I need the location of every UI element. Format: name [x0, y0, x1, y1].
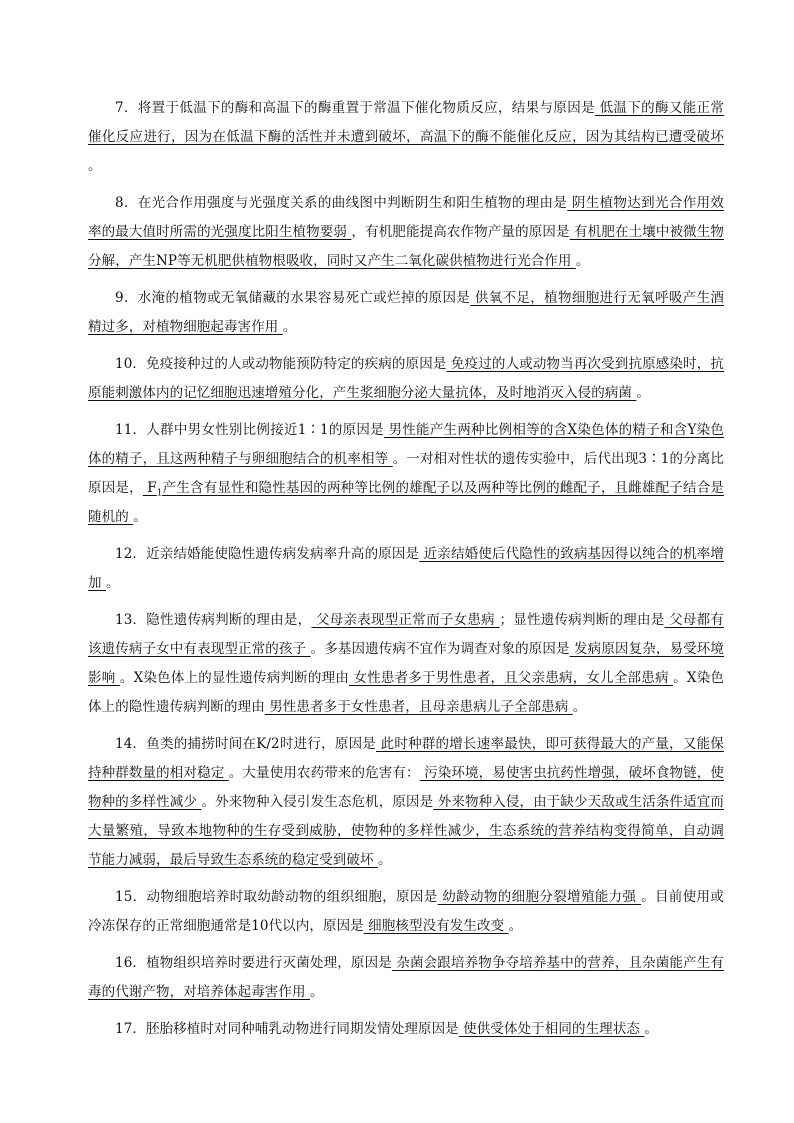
question-7 — [88, 94, 724, 181]
question-text: 12．近亲结婚能使隐性遗传病发病率升高的原因是 — [115, 546, 420, 562]
question-text: 13．隐性遗传病判断的理由是， — [115, 612, 312, 628]
answer-blank: 使供受体处于相同的生理状态 — [458, 1021, 645, 1037]
question-text: ，有机肥能提高农作物产量的原因是 — [351, 224, 570, 240]
question-text: 。 — [310, 984, 324, 1000]
question-text: 16．植物组织培养时要进行灭菌处理，原因是 — [115, 955, 392, 971]
answer-blank: 杂菌会跟培养物争夺培养基中的营养，且杂菌能产生有毒的代谢产物，对培养体起毒害作用 — [88, 955, 725, 1000]
question-text: 11．人群中男女性别比例接近1∶1的原因是 — [115, 422, 384, 438]
question-9 — [88, 284, 724, 342]
answer-blank: 女性患者多于男性患者，且父亲患病，女儿全部患病 — [348, 670, 674, 686]
answer-blank: 阴生植物达到光合作用效率的最大值时所需的光强度比阳生植物要弱 — [88, 195, 725, 240]
question-text: 。 — [378, 852, 392, 868]
answer-blank: 近亲结婚使后代隐性的致病基因得以纯合的机率增加 — [88, 546, 725, 591]
question-text: 。大量使用农药带来的危害有： — [228, 765, 420, 781]
answer-blank: 男性患者多于女性患者，且母亲患病儿子全部患病 — [264, 699, 573, 715]
answer-blank: 男性能产生两种比例相等的含X染色体的精子和含Y染色体的精子，且这两种精子与卵细胞结合的机率相等 — [88, 422, 724, 467]
question-text: 。 — [636, 385, 650, 401]
question-text: 。外来物种入侵引发生态危机，原因是 — [201, 794, 434, 810]
answer-blank: 免疫过的人或动物当再次受到抗原感染时，抗原能刺激体内的记忆细胞迅速增殖分化，产生浆细胞分泌大量抗体，及时地消灭入侵的病菌 — [88, 356, 724, 401]
question-text: 。 — [572, 699, 587, 715]
question-text: 。目前使用或冷冻保存的正常细胞通常是10代以内，原因是 — [88, 889, 724, 934]
answer-blank: 此时种群的增长速率最快，即可获得最大的产量，又能保持种群数量的相对稳定 — [88, 736, 724, 781]
question-16 — [88, 949, 724, 1007]
answer-blank: 细胞核型没有发生改变 — [363, 918, 509, 934]
question-8 — [88, 189, 724, 276]
answer-text: F — [142, 480, 157, 496]
question-text: 。X染色体上的显性遗传病判断的理由 — [119, 670, 349, 686]
answer-blank: 污染环境，易使害虫抗药性增强，破坏食物链，使物种的多样性减少 — [88, 765, 724, 810]
question-12 — [88, 540, 724, 598]
question-text: 。X染色体上的隐性遗传病判断的理由 — [88, 670, 724, 715]
question-text: 。多基因遗传病不宜作为调查对象的原因是 — [310, 641, 570, 657]
question-13 — [88, 606, 724, 722]
question-text: 。 — [282, 319, 297, 335]
question-text: 。 — [133, 509, 147, 525]
question-10 — [88, 350, 724, 408]
question-text: 14．鱼类的捕捞时间在K/2时进行，原因是 — [115, 736, 377, 752]
question-text: 。 — [575, 253, 590, 269]
question-text: 。 — [106, 575, 120, 591]
question-text: ；显性遗传病判断的理由是 — [499, 612, 665, 628]
subscript: 1 — [156, 488, 163, 499]
question-text: 8．在光合作用强度与光强度关系的曲线图中判断阴生和阳生植物的理由是 — [115, 195, 568, 211]
question-text: 10．免疫接种过的人或动物能预防特定的疾病的原因是 — [115, 356, 447, 372]
answer-blank — [88, 480, 724, 525]
question-15 — [88, 883, 724, 941]
answer-text: 产生含有显性和隐性基因的两种等比例的雄配子以及两种等比例的雌配子，且雌雄配子结合是随机的 — [88, 480, 724, 525]
question-text: 15．动物细胞培养时取幼龄动物的组织细胞，原因是 — [115, 889, 438, 905]
question-list — [88, 94, 724, 1052]
question-text: 。 — [644, 1021, 658, 1037]
question-17 — [88, 1015, 724, 1044]
question-text: 。一对相对性状的遗传实验中，后代出现3∶1的分离比原因是， — [88, 451, 724, 496]
question-text: 17．胚胎移植时对同种哺乳动物进行同期发情处理原因是 — [115, 1021, 459, 1037]
answer-blank: 外来物种入侵，由于缺少天敌或生活条件适宜而大量繁殖，导致本地物种的生存受到威胁，使物种的多样性减少，生态系统的营养结构变得简单，自动调节能力减弱，最后导致生态系统的稳定受到破坏 — [88, 794, 724, 868]
answer-blank: 低温下的酶又能正常催化反应进行，因为在低温下酶的活性并未遭到破坏，高温下的酶不能催化反应，因为其结构已遭受破坏 — [88, 100, 725, 145]
answer-blank: 父母都有该遗传病子女中有表现型正常的孩子 — [88, 612, 724, 657]
answer-blank: 发病原因复杂，易受环境影响 — [88, 641, 724, 686]
question-text: 7．将置于低温下的酶和高温下的酶重置于常温下催化物质反应，结果与原因是 — [115, 100, 595, 116]
question-11 — [88, 416, 724, 532]
question-text: 。 — [88, 158, 102, 174]
answer-blank: 幼龄动物的细胞分裂增殖能力强 — [437, 889, 642, 905]
question-text: 。 — [508, 918, 523, 934]
answer-blank: 父母亲表现型正常而子女患病 — [311, 612, 500, 628]
answer-blank: 供氧不足，植物细胞进行无氧呼吸产生酒精过多，对植物细胞起毒害作用 — [88, 290, 724, 335]
answer-blank: 有机肥在土壤中被微生物分解，产生NP等无机肥供植物根吸收，同时又产生二氧化碳供植物进行光合作用 — [88, 224, 724, 269]
question-14 — [88, 730, 724, 875]
question-text: 9．水淹的植物或无氧储藏的水果容易死亡或烂掉的原因是 — [115, 290, 471, 306]
